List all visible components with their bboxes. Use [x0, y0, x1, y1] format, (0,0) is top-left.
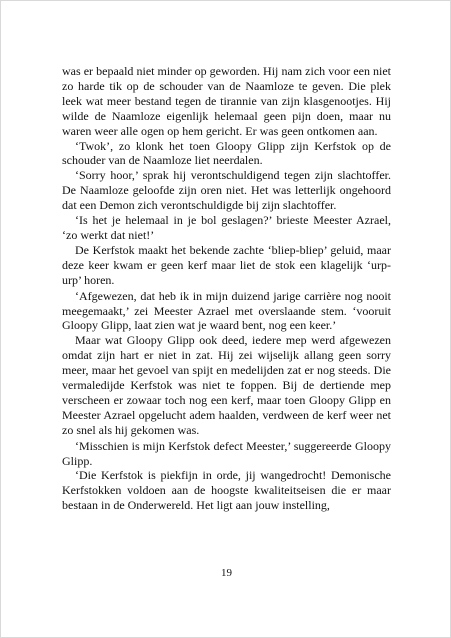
paragraph: De Kerfstok maakt het bekende zachte ‘bliep-bliep’ geluid, maar deze keer kwam er geen kerf maar liet de stok een klagelijk ‘urp-urp’ horen. — [62, 242, 391, 287]
paragraph: ‘Twok’, zo klonk het toen Gloopy Glipp zijn Kerfstok op de schouder van de Naamloze liet neerdalen. — [62, 138, 391, 168]
paragraph: ‘Die Kerfstok is piekfijn in orde, jij wangedrocht! Demonische Kerfstokken voldoen aan de hoogste kwaliteitseisen die er maar bestaan in de Onderwereld. Het ligt aan jouw instelling, — [62, 468, 391, 513]
paragraph: ‘Afgewezen, dat heb ik in mijn duizend jarige carrière nog nooit meegemaakt,’ zei Meester Azrael met overslaande stem. ‘vooruit Gloopy Glipp, laat zien wat je waard bent, nog een keer.’ — [62, 288, 391, 333]
paragraph: Maar wat Gloopy Glipp ook deed, iedere mep werd afgewezen omdat zijn hart er niet in zat. Hij zei wijselijk allang geen sorry meer, maar het gevoel van spijt en medelijden zat er nog steeds. Die vermaledijde Kerfstok was niet te foppen. Bij de dertiende mep verscheen er zowaar toch nog een kerf, maar toen Gloopy Glipp en Meester Azrael opgelucht adem haalden, verdween de kerf weer net zo snel als hij gekomen was. — [62, 333, 391, 437]
paragraph: was er bepaald niet minder op geworden. Hij nam zich voor een niet zo harde tik op de schouder van de Naamloze te geven. Die plek leek wat meer bestand tegen de tirannie van zijn klasgenootjes. Hij wilde de Naamloze eigenlijk helemaal geen pijn doen, maar nu waren weer alle ogen op hem gericht. Er was geen ontkomen aan. — [62, 64, 391, 138]
paragraph: ‘Is het je helemaal in je bol geslagen?’ brieste Meester Azrael, ‘zo werkt dat niet!’ — [62, 213, 391, 242]
body-text — [62, 64, 391, 513]
paragraph: ‘Misschien is mijn Kerfstok defect Meester,’ suggereerde Gloopy Glipp. — [62, 438, 391, 468]
paragraph: ‘Sorry hoor,’ sprak hij verontschuldigend tegen zijn slachtoffer. De Naamloze geloofde zijn oren niet. Het was letterlijk ongehoord dat een Demon zich verontschuldigde bij zijn slachtoffer. — [62, 168, 391, 213]
page-number: 19 — [221, 567, 232, 579]
